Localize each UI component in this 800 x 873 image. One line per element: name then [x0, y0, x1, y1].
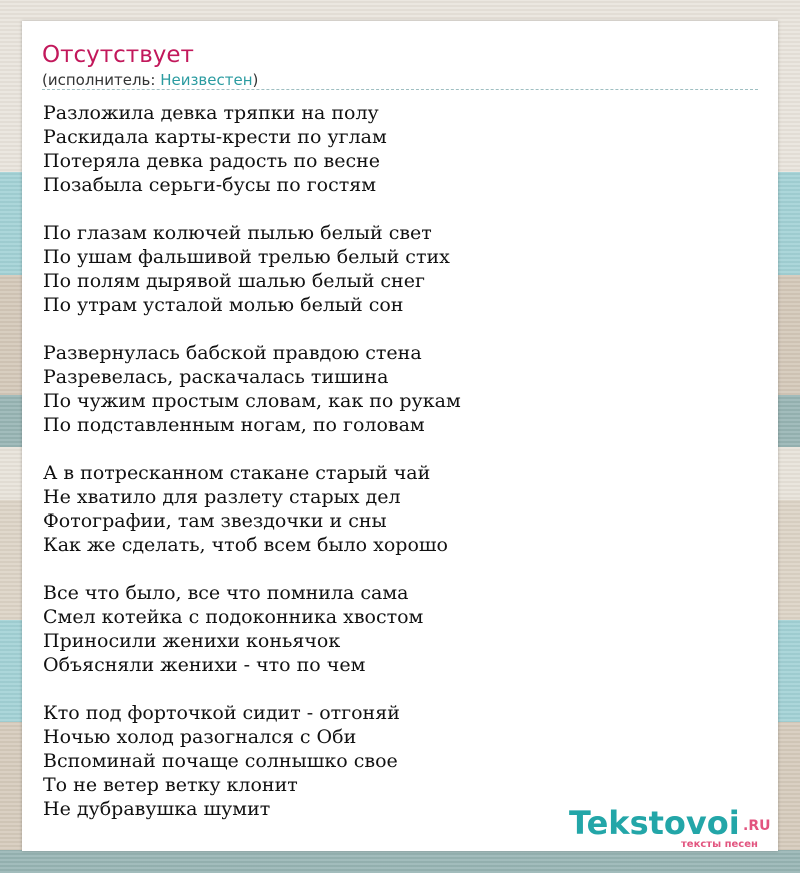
lyric-line: Фотографии, там звездочки и сны	[43, 510, 387, 532]
title-divider	[42, 89, 758, 90]
lyric-line: Как же сделать, чтоб всем было хорошо	[43, 534, 448, 556]
stanza	[43, 341, 753, 437]
lyric-line: Развернулась бабской правдою стена	[43, 342, 422, 364]
lyric-line: Ночью холод разогнался с Оби	[43, 726, 357, 748]
lyric-line: Потеряла девка радость по весне	[43, 150, 381, 172]
lyric-line: Разревелась, раскачалась тишина	[43, 366, 389, 388]
tekstovoi-logo[interactable]	[569, 804, 779, 850]
lyric-line: Не дубравушка шумит	[43, 798, 271, 820]
stanza	[43, 221, 753, 317]
lyric-line: Объясняли женихи - что по чем	[43, 654, 366, 676]
lyric-line: Разложила девка тряпки на полу	[43, 102, 379, 124]
lyric-line: По утрам усталой молью белый сон	[43, 294, 404, 316]
logo-tagline: тексты песен	[681, 839, 758, 850]
lyric-line: По полям дырявой шалью белый снег	[43, 270, 425, 292]
stanza	[43, 581, 753, 677]
stanza	[43, 101, 753, 197]
lyric-line: Позабыла серьги-бусы по гостям	[43, 174, 377, 196]
lyric-line: Не хватило для разлету старых дел	[43, 486, 401, 508]
logo-tld: .RU	[743, 818, 771, 834]
lyric-line: По ушам фальшивой трелью белый стих	[43, 246, 450, 268]
artist-link[interactable]: Неизвестен	[160, 71, 253, 89]
lyric-line: Приносили женихи коньячок	[43, 630, 341, 652]
lyric-line: По подставленным ногам, по головам	[43, 414, 425, 436]
stanza	[43, 461, 753, 557]
lyric-line: Смел котейка с подоконника хвостом	[43, 606, 424, 628]
artist-suffix: )	[252, 71, 259, 89]
logo-name: Tekstovoi	[569, 804, 740, 842]
lyric-line: Вспоминай почаще солнышко свое	[43, 750, 398, 772]
lyric-line: А в потресканном стакане старый чай	[43, 462, 431, 484]
lyrics-text	[43, 101, 753, 821]
artist-line	[42, 70, 258, 90]
lyric-line: Кто под форточкой сидит - отгоняй	[43, 702, 400, 724]
lyric-line: Все что было, все что помнила сама	[43, 582, 409, 604]
stanza	[43, 701, 753, 821]
song-title: Отсутствует	[42, 42, 194, 68]
lyric-line: Раскидала карты-крести по углам	[43, 126, 387, 148]
lyric-line: То не ветер ветку клонит	[43, 774, 298, 796]
lyric-line: По чужим простым словам, как по рукам	[43, 390, 461, 412]
artist-prefix: (исполнитель:	[42, 71, 161, 89]
lyrics-card	[22, 21, 778, 851]
lyric-line: По глазам колючей пылью белый свет	[43, 222, 432, 244]
